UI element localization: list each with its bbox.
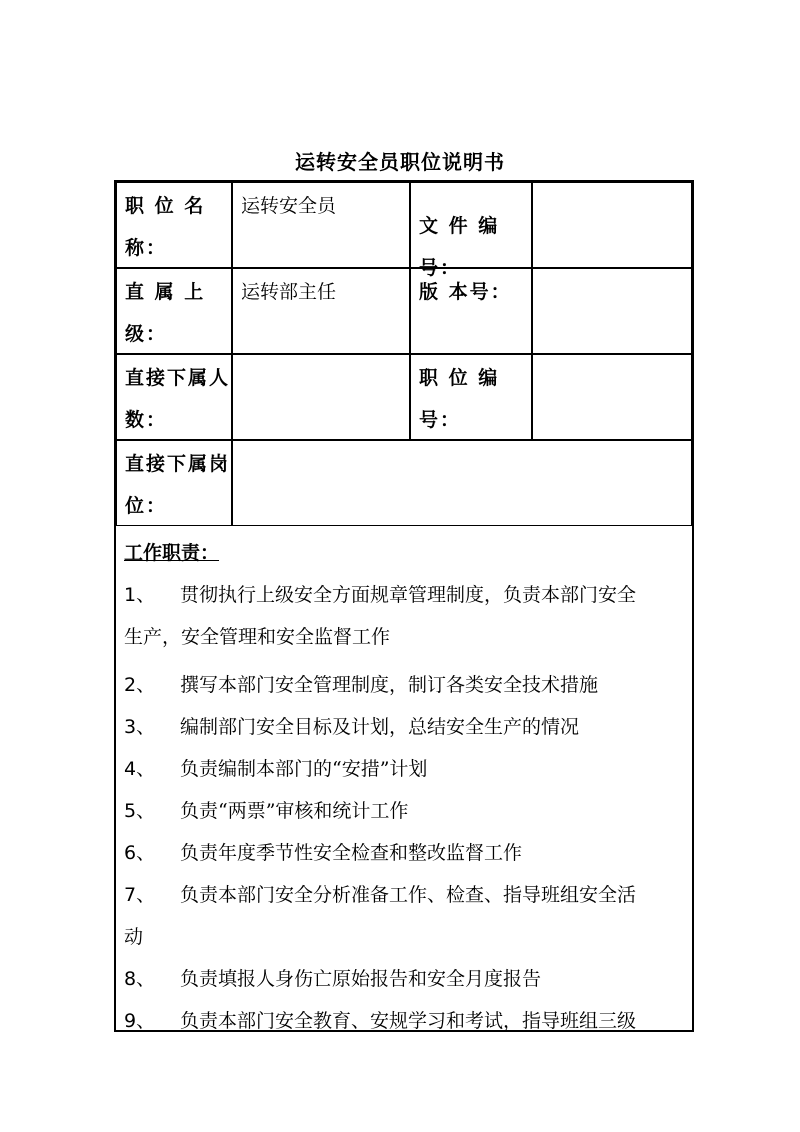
duty-item xyxy=(124,574,684,658)
position-no-label xyxy=(410,354,532,440)
duty-text: 负责本部门安全教育、安规学习和考试，指导班组三级 xyxy=(180,1010,637,1030)
version-value xyxy=(532,268,692,354)
duty-text: 负责编制本部门的“安措”计划 xyxy=(180,758,428,780)
position-name-value-text: 运转安全员 xyxy=(241,195,337,217)
duty-number: 2、 xyxy=(124,674,156,696)
supervisor-value-text: 运转部主任 xyxy=(241,281,337,303)
subordinates-count-label xyxy=(116,354,232,440)
duty-number: 3、 xyxy=(124,716,156,738)
doc-no-value xyxy=(532,182,692,268)
doc-no-label xyxy=(410,182,532,279)
duty-number: 6、 xyxy=(124,842,156,864)
supervisor-label-text: 直 属 上 级： xyxy=(125,281,206,345)
subordinates-count-value xyxy=(232,354,410,440)
duty-text: 负责本部门安全分析准备工作、检查、指导班组安全活 xyxy=(180,884,637,906)
doc-no-label-text: 文 件 编 号： xyxy=(419,215,500,279)
version-label xyxy=(410,268,532,354)
position-name-label-text: 职 位 名 称： xyxy=(125,195,206,259)
duty-text: 负责填报人身伤亡原始报告和安全月度报告 xyxy=(180,968,542,990)
subordinate-posts-label-text: 直接下属岗位： xyxy=(125,453,231,517)
position-name-label xyxy=(116,182,232,268)
subordinates-count-label-text: 直接下属人数： xyxy=(125,367,231,431)
duty-item xyxy=(124,706,684,748)
duty-text: 负责年度季节性安全检查和整改监督工作 xyxy=(180,842,523,864)
duty-number: 9、 xyxy=(124,1010,156,1030)
duty-item xyxy=(124,874,684,958)
version-label-text: 版 本号： xyxy=(419,281,512,303)
job-description-table xyxy=(114,180,694,1032)
duty-number: 4、 xyxy=(124,758,156,780)
duty-text-continued: 动 xyxy=(124,926,144,948)
duty-text: 编制部门安全目标及计划，总结安全生产的情况 xyxy=(180,716,580,738)
duties-heading: 工作职责： xyxy=(124,542,220,564)
duty-text: 撰写本部门安全管理制度，制订各类安全技术措施 xyxy=(180,674,599,696)
duty-number: 8、 xyxy=(124,968,156,990)
supervisor-label xyxy=(116,268,232,354)
duty-item xyxy=(124,748,684,790)
duty-text: 负责“两票”审核和统计工作 xyxy=(180,800,409,822)
duty-text: 贯彻执行上级安全方面规章管理制度，负责本部门安全 xyxy=(180,584,637,606)
position-no-value xyxy=(532,354,692,440)
supervisor-value xyxy=(232,268,410,354)
subordinate-posts-label xyxy=(116,440,232,526)
position-no-label-text: 职 位 编 号： xyxy=(419,367,500,431)
page-title: 运转安全员职位说明书 xyxy=(295,150,505,174)
duty-item xyxy=(124,958,684,1000)
duties-section xyxy=(116,525,692,1030)
subordinate-posts-value xyxy=(232,440,692,526)
duty-item xyxy=(124,664,684,706)
duty-text-continued: 生产，安全管理和安全监督工作 xyxy=(124,626,391,648)
duty-item xyxy=(124,790,684,832)
position-name-value xyxy=(232,182,410,268)
duty-number: 5、 xyxy=(124,800,156,822)
duty-number: 7、 xyxy=(124,884,156,906)
duty-item xyxy=(124,832,684,874)
duty-item xyxy=(124,1000,684,1030)
duty-number: 1、 xyxy=(124,584,156,606)
